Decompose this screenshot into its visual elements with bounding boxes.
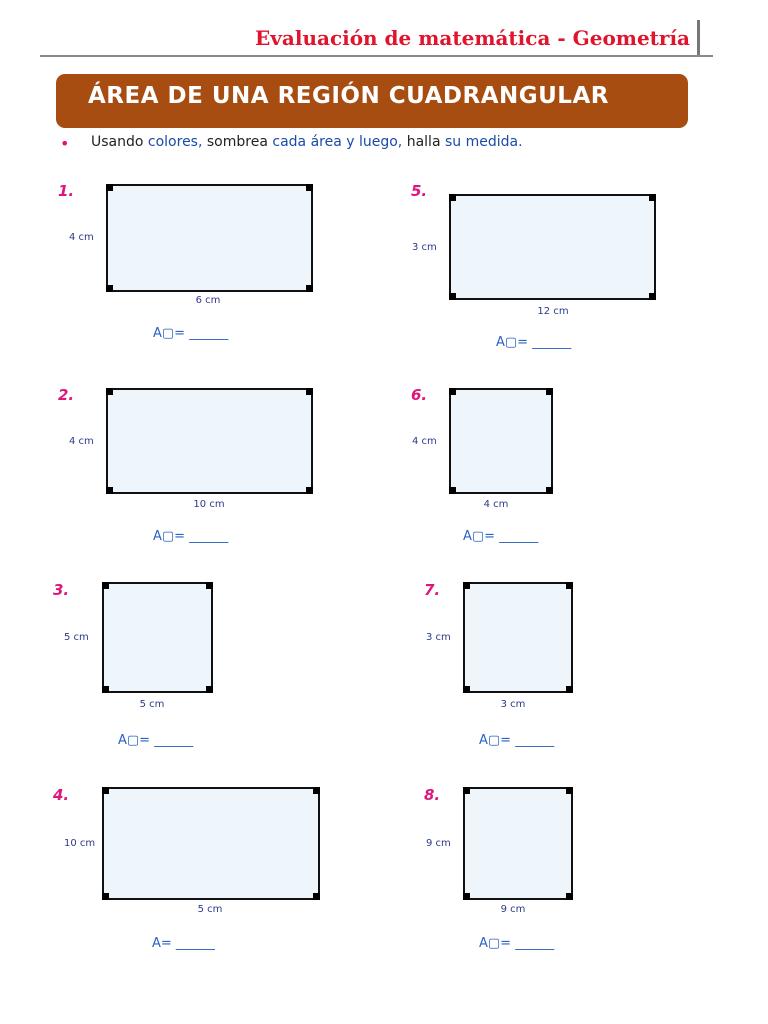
title-banner (56, 74, 688, 128)
instruction-part: halla (402, 134, 445, 150)
side-length-label: 3 cm (412, 242, 437, 253)
bullet-icon: • (60, 134, 70, 153)
square-shape[interactable] (449, 388, 553, 494)
corner-mark (449, 293, 456, 300)
exercise-number: 2. (58, 386, 75, 404)
header-bar (697, 20, 700, 56)
area-answer-field[interactable]: A▢= ______ (479, 936, 555, 951)
side-length-label: 10 cm (64, 838, 96, 849)
rectangle-shape[interactable] (106, 184, 313, 292)
base-length-label: 10 cm (193, 499, 225, 510)
corner-mark (306, 487, 313, 494)
exercise-number: 1. (58, 182, 75, 200)
corner-mark (102, 893, 109, 900)
exercise-number: 5. (411, 182, 428, 200)
base-length-label: 5 cm (197, 904, 223, 915)
corner-mark (463, 787, 470, 794)
corner-mark (306, 184, 313, 191)
area-answer-field[interactable]: A▢= ______ (496, 335, 572, 350)
area-answer-field[interactable]: A▢= ______ (479, 733, 555, 748)
base-length-label: 9 cm (500, 904, 526, 915)
corner-mark (546, 388, 553, 395)
instruction-part-highlight: su medida. (444, 134, 523, 150)
corner-mark (449, 388, 456, 395)
corner-mark (463, 893, 470, 900)
square-shape[interactable] (463, 582, 573, 693)
rectangle-shape[interactable] (102, 787, 320, 900)
corner-mark (106, 184, 113, 191)
corner-mark (649, 194, 656, 201)
base-length-label: 12 cm (537, 306, 569, 317)
corner-mark (102, 582, 109, 589)
exercise-number: 7. (424, 581, 441, 599)
corner-mark (649, 293, 656, 300)
corner-mark (449, 194, 456, 201)
area-answer-field[interactable]: A▢= ______ (118, 733, 194, 748)
corner-mark (566, 582, 573, 589)
instruction-part: sombrea (202, 134, 273, 150)
exercise-number: 8. (424, 786, 441, 804)
side-length-label: 4 cm (69, 436, 94, 447)
area-answer-field[interactable]: A▢= ______ (463, 529, 539, 544)
rectangle-shape[interactable] (106, 388, 313, 494)
corner-mark (106, 388, 113, 395)
area-answer-field[interactable]: A= ______ (152, 936, 215, 951)
instruction-text (91, 134, 523, 150)
base-length-label: 3 cm (500, 699, 526, 710)
corner-mark (449, 487, 456, 494)
base-length-label: 4 cm (483, 499, 509, 510)
instruction-part: Usando (91, 134, 148, 150)
corner-mark (546, 487, 553, 494)
corner-mark (566, 787, 573, 794)
banner-title: ÁREA DE UNA REGIÓN CUADRANGULAR (88, 83, 609, 109)
square-shape[interactable] (102, 582, 213, 693)
corner-mark (566, 893, 573, 900)
corner-mark (566, 686, 573, 693)
side-length-label: 3 cm (426, 632, 451, 643)
base-length-label: 6 cm (195, 295, 221, 306)
side-length-label: 9 cm (426, 838, 451, 849)
header-title: Evaluación de matemática - Geometría (255, 26, 690, 50)
corner-mark (313, 787, 320, 794)
corner-mark (306, 285, 313, 292)
corner-mark (306, 388, 313, 395)
square-shape[interactable] (463, 787, 573, 900)
instruction-part-highlight: cada área y luego, (272, 134, 403, 150)
corner-mark (463, 686, 470, 693)
corner-mark (102, 686, 109, 693)
corner-mark (106, 487, 113, 494)
corner-mark (102, 787, 109, 794)
area-answer-field[interactable]: A▢= ______ (153, 529, 229, 544)
base-length-label: 5 cm (139, 699, 165, 710)
exercise-number: 4. (53, 786, 70, 804)
exercise-number: 3. (53, 581, 70, 599)
area-answer-field[interactable]: A▢= ______ (153, 326, 229, 341)
corner-mark (313, 893, 320, 900)
side-length-label: 4 cm (69, 232, 94, 243)
side-length-label: 5 cm (64, 632, 89, 643)
corner-mark (206, 582, 213, 589)
side-length-label: 4 cm (412, 436, 437, 447)
exercise-number: 6. (411, 386, 428, 404)
header-rule (40, 55, 713, 57)
corner-mark (106, 285, 113, 292)
corner-mark (206, 686, 213, 693)
corner-mark (463, 582, 470, 589)
rectangle-shape[interactable] (449, 194, 656, 300)
instruction-part-highlight: colores, (147, 134, 203, 150)
